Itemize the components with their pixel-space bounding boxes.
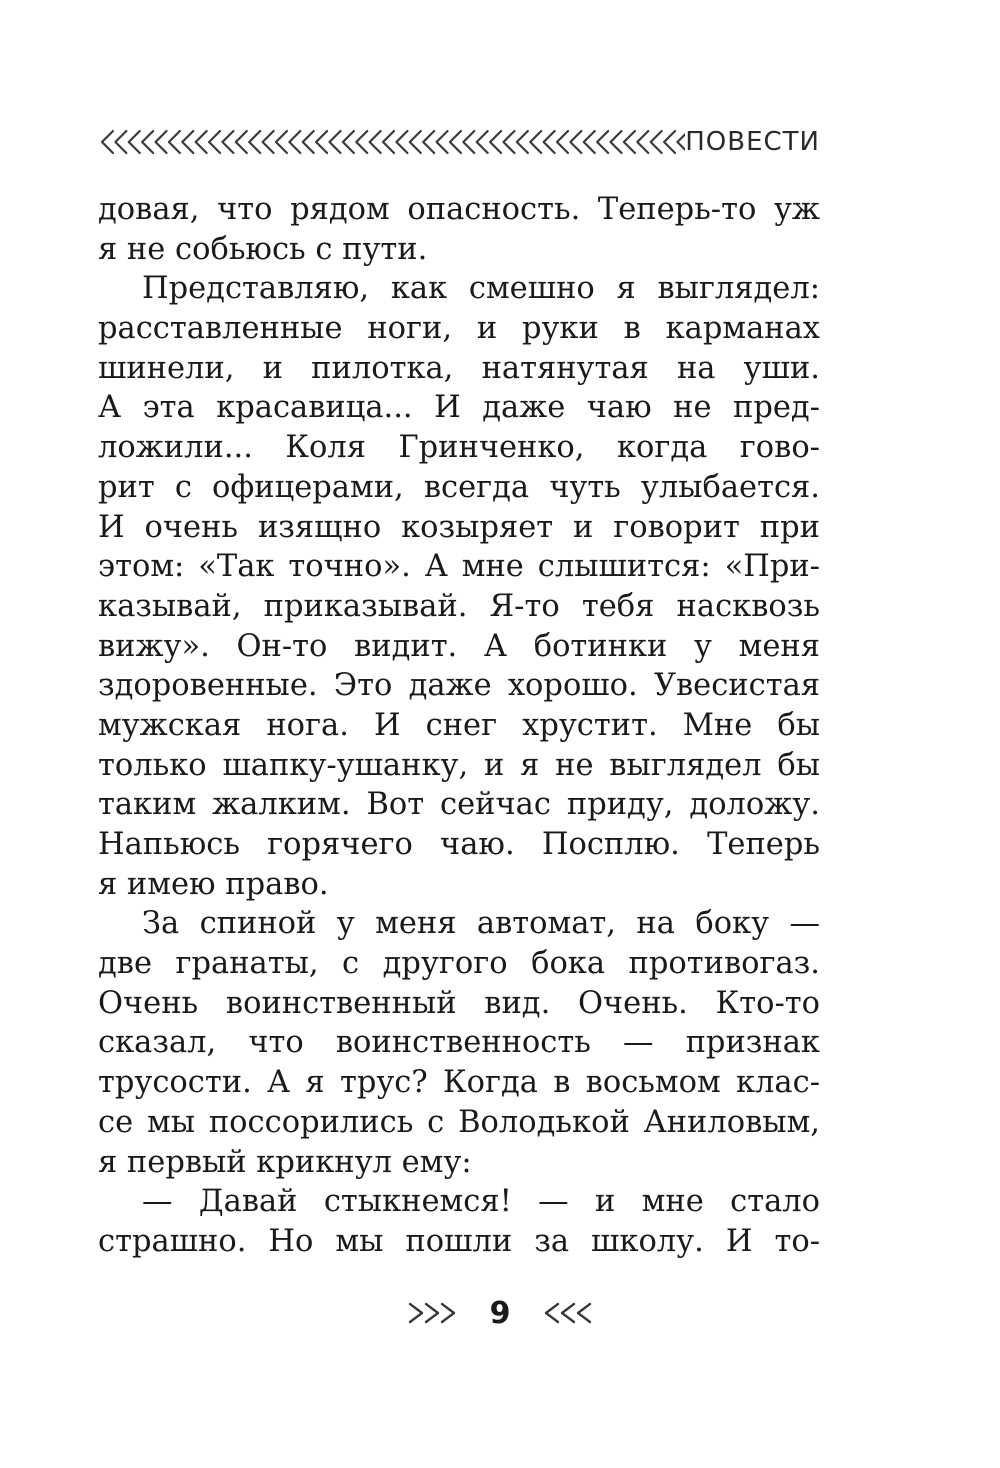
chevron-mark	[490, 131, 501, 153]
text-line: Очень воинственный вид. Очень. Кто-то	[98, 985, 820, 1021]
chevron-mark	[570, 131, 581, 153]
chevron-mark	[142, 131, 153, 153]
chevron-mark	[156, 131, 167, 153]
text-line: За спиной у меня автомат, на боку —	[142, 906, 820, 942]
text-line: А эта красавица... И даже чаю не пред-	[98, 390, 820, 426]
chevron-mark	[370, 131, 381, 153]
chevron-mark	[222, 131, 233, 153]
section-title: ПОВЕСТИ	[685, 127, 820, 157]
chevron-mark	[129, 131, 140, 153]
chevron-mark	[303, 131, 314, 153]
chevron-mark	[544, 131, 555, 153]
running-header	[98, 122, 820, 162]
page-footer	[0, 1288, 1000, 1338]
chevron-mark	[115, 131, 126, 153]
text-line: сказал, что воинственность — признак	[98, 1025, 820, 1061]
text-line: я первый крикнул ему:	[98, 1144, 472, 1180]
text-line: вижу». Он-то видит. А ботинки у меня	[98, 628, 820, 664]
chevron-mark	[664, 131, 675, 153]
chevron-mark	[316, 131, 327, 153]
text-line: расставленные ноги, и руки в карманах	[98, 311, 820, 347]
chevron-mark	[611, 131, 622, 153]
chevron-mark	[263, 131, 274, 153]
chevron-right-triple-icon	[404, 1300, 462, 1326]
text-line: я имею право.	[98, 866, 329, 902]
text-line: — Давай стыкнемся! — и мне стало	[142, 1184, 820, 1220]
chevron-mark	[102, 131, 113, 153]
page-body-text	[98, 190, 820, 1262]
chevron-mark	[329, 131, 340, 153]
text-line: довая, что рядом опасность. Теперь-то уж	[98, 192, 820, 227]
chevron-mark	[637, 131, 648, 153]
chevron-mark	[651, 131, 662, 153]
chevron-mark	[182, 131, 193, 153]
chevron-mark	[169, 131, 180, 153]
text-line: я не собьюсь с пути.	[98, 231, 428, 267]
chevron-mark	[289, 131, 300, 153]
chevron-mark	[463, 131, 474, 153]
text-line: казывай, приказывай. Я-то тебя насквозь	[98, 588, 820, 624]
chevron-mark	[584, 131, 595, 153]
chevron-mark	[396, 131, 407, 153]
chevron-mark	[383, 131, 394, 153]
chevron-mark	[410, 131, 421, 153]
chevron-mark	[530, 131, 541, 153]
chevron-mark	[423, 131, 434, 153]
text-line: только шапку-ушанку, и я не выглядел бы	[98, 747, 820, 783]
chevron-mark	[437, 131, 448, 153]
text-line: се мы поссорились с Володькой Аниловым,	[98, 1104, 820, 1140]
text-line: этом: «Так точно». А мне слышится: «При-	[98, 549, 820, 585]
chevron-mark	[597, 131, 608, 153]
chevron-mark	[356, 131, 367, 153]
chevron-mark	[517, 131, 528, 153]
chevron-mark	[276, 131, 287, 153]
text-line: таким жалким. Вот сейчас приду, доложу.	[98, 787, 820, 823]
chevron-mark	[236, 131, 247, 153]
page-number: 9	[489, 1295, 511, 1331]
text-line: шинели, и пилотка, натянутая на уши.	[98, 350, 820, 386]
chevron-mark	[477, 131, 488, 153]
chevron-mark	[557, 131, 568, 153]
chevron-mark	[209, 131, 220, 153]
chevron-mark	[624, 131, 635, 153]
chevron-mark	[249, 131, 260, 153]
chevron-mark	[343, 131, 354, 153]
text-line: рит с офицерами, всегда чуть улыбается.	[98, 469, 820, 505]
chevron-mark	[503, 131, 514, 153]
text-line: Напьюсь горячего чаю. Посплю. Теперь	[98, 827, 820, 862]
chevron-left-triple-icon	[538, 1300, 596, 1326]
text-line: здоровенные. Это даже хорошо. Увесистая	[98, 668, 820, 704]
text-line: две гранаты, с другого бока противогаз.	[98, 946, 820, 982]
chevron-mark	[450, 131, 461, 153]
text-line: ложили... Коля Гринченко, когда гово-	[98, 430, 820, 466]
text-line: Представляю, как смешно я выглядел:	[142, 271, 820, 307]
chevron-left-row-icon	[98, 128, 685, 156]
text-line: мужская нога. И снег хрустит. Мне бы	[98, 707, 820, 743]
chevron-mark	[677, 131, 685, 153]
text-line: трусости. А я трус? Когда в восьмом клас-	[98, 1065, 820, 1101]
text-line: И очень изящно козыряет и говорит при	[98, 509, 820, 545]
chevron-mark	[196, 131, 207, 153]
text-line: страшно. Но мы пошли за школу. И то-	[98, 1223, 820, 1259]
